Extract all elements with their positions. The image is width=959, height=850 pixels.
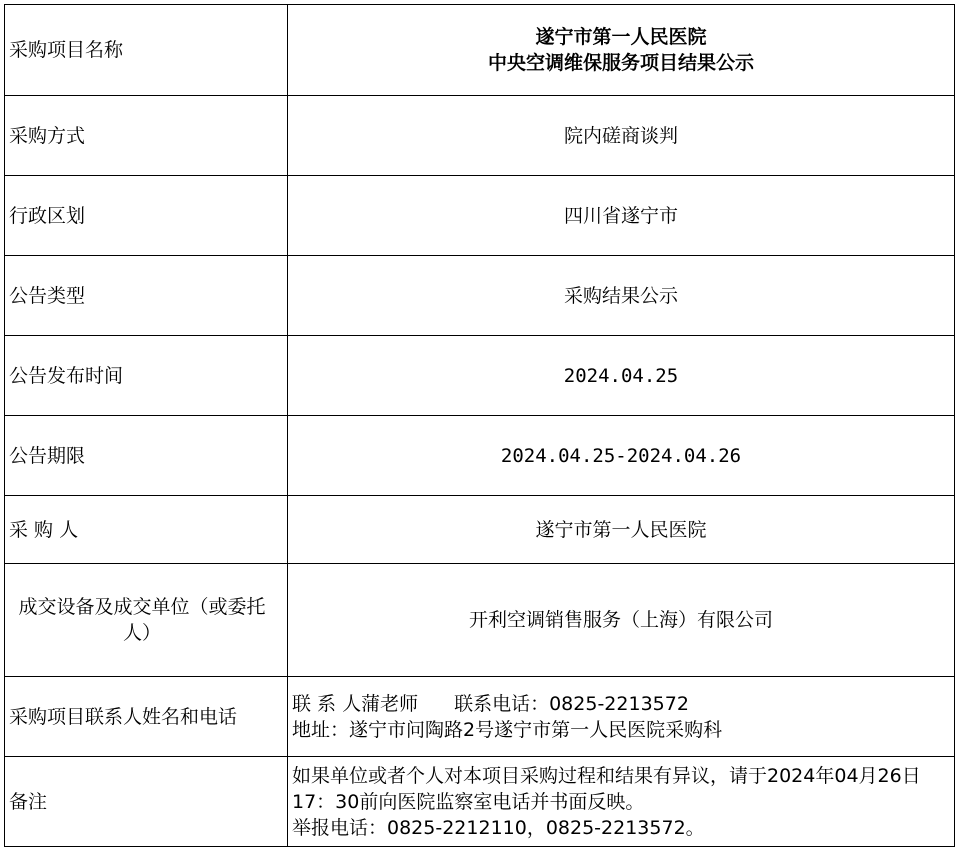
value-winner: 开利空调销售服务（上海）有限公司 <box>288 564 955 677</box>
contact-line1 <box>292 691 950 717</box>
project-name-line2: 中央空调维保服务项目结果公示 <box>487 52 754 74</box>
remarks-text1: 如果单位或者个人对本项目采购过程和结果有异议，请于2024年04月26日17：30前向医院监察室电话并书面反映。 <box>292 764 921 813</box>
value-purchaser: 遂宁市第一人民医院 <box>288 496 955 564</box>
contact-person: 联 系 人蒲老师 <box>292 692 419 715</box>
label-purchaser: 采 购 人 <box>5 496 288 564</box>
row-contact <box>5 677 955 757</box>
procurement-notice-table <box>4 4 955 847</box>
label-contact: 采购项目联系人姓名和电话 <box>5 677 288 757</box>
value-publish-time: 2024.04.25 <box>288 336 955 416</box>
value-type: 采购结果公示 <box>288 256 955 336</box>
label-remarks: 备注 <box>5 757 288 847</box>
row-remarks <box>5 757 955 847</box>
value-method: 院内磋商谈判 <box>288 96 955 176</box>
value-project-name <box>288 5 955 96</box>
value-remarks <box>288 757 955 847</box>
row-publish-time <box>5 336 955 416</box>
label-method: 采购方式 <box>5 96 288 176</box>
label-period: 公告期限 <box>5 416 288 496</box>
label-type: 公告类型 <box>5 256 288 336</box>
label-publish-time: 公告发布时间 <box>5 336 288 416</box>
row-region <box>5 176 955 256</box>
contact-address: 地址：遂宁市问陶路2号遂宁市第一人民医院采购科 <box>292 718 723 741</box>
remarks-text2: 举报电话：0825-2212110，0825-2213572。 <box>292 816 705 839</box>
value-contact <box>288 677 955 757</box>
value-period: 2024.04.25-2024.04.26 <box>288 416 955 496</box>
row-winner <box>5 564 955 677</box>
row-method <box>5 96 955 176</box>
project-name-line1: 遂宁市第一人民医院 <box>535 26 707 48</box>
value-region: 四川省遂宁市 <box>288 176 955 256</box>
label-region: 行政区划 <box>5 176 288 256</box>
row-purchaser <box>5 496 955 564</box>
row-project-name <box>5 5 955 96</box>
row-type <box>5 256 955 336</box>
label-project-name: 采购项目名称 <box>5 5 288 96</box>
row-period <box>5 416 955 496</box>
contact-phone: 联系电话：0825-2213572 <box>454 692 689 715</box>
label-winner: 成交设备及成交单位（或委托人） <box>5 564 288 677</box>
